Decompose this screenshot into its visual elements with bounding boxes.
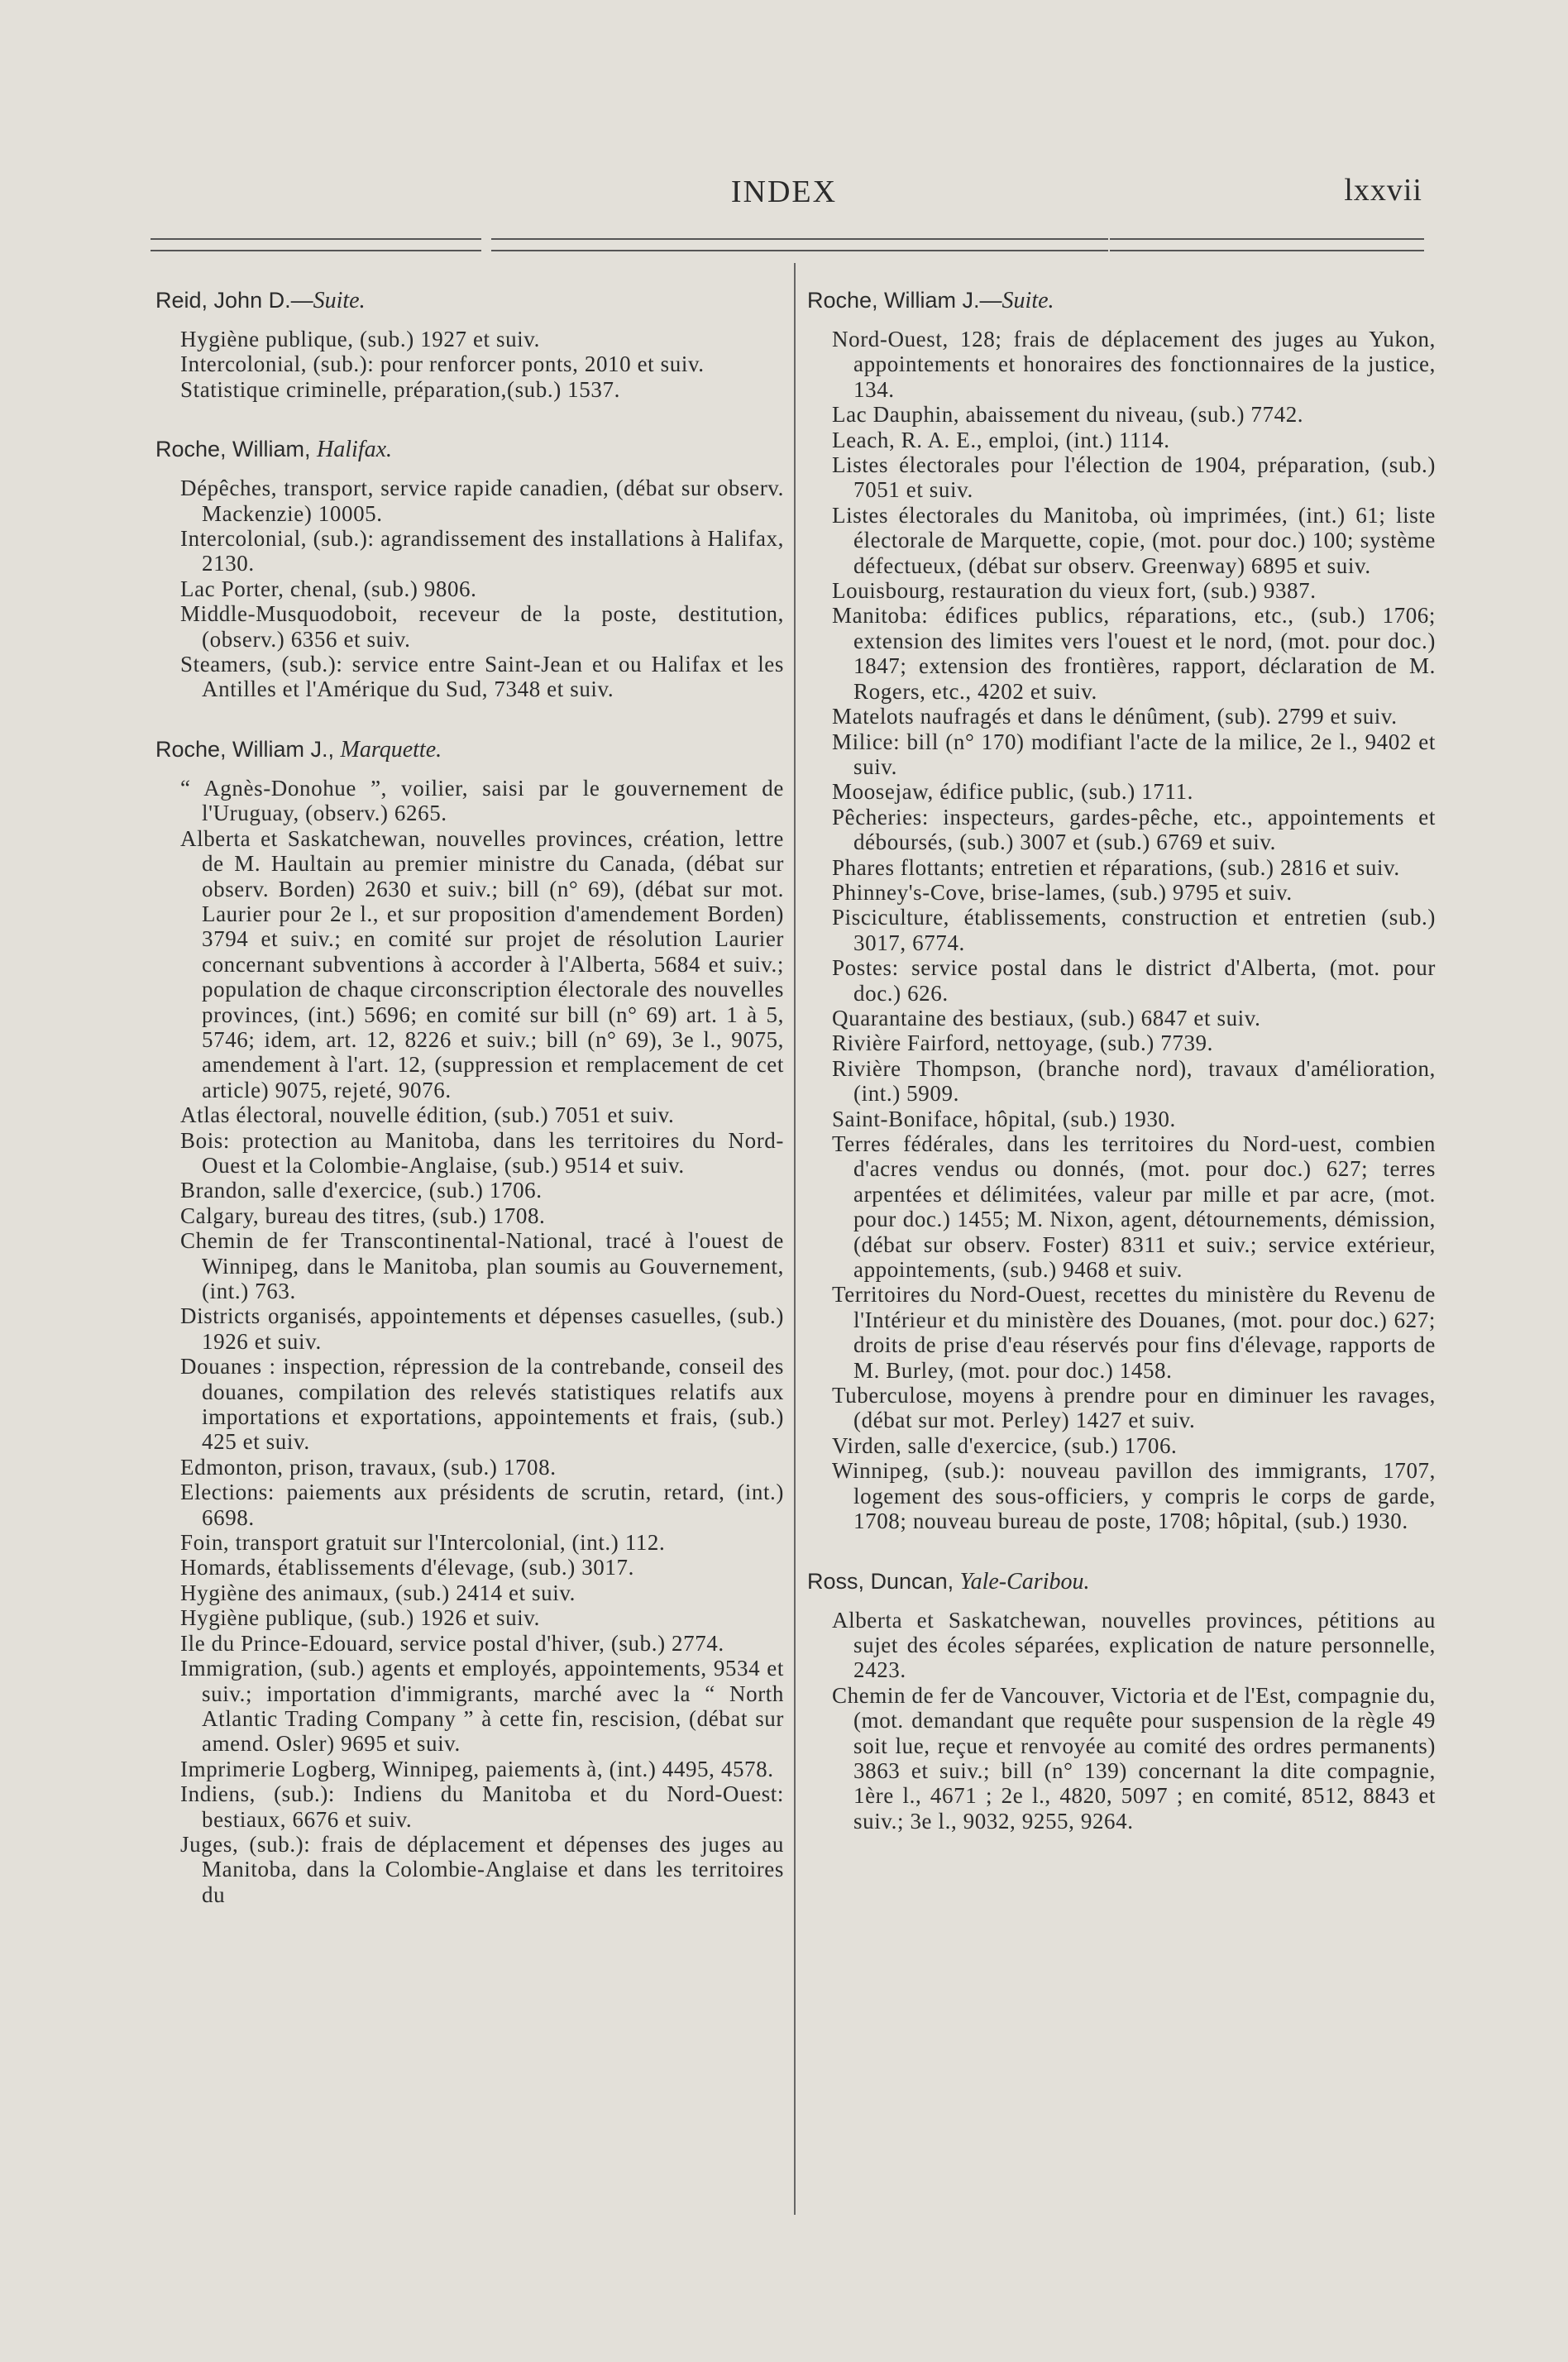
- index-entry: Lac Dauphin, abaissement du niveau, (sub.) 7742.: [832, 402, 1304, 428]
- index-entry: Saint-Boniface, hôpital, (sub.) 1930.: [832, 1106, 1176, 1131]
- index-entry: Foin, transport gratuit sur l'Intercolonial, (int.) 112.: [180, 1530, 666, 1556]
- index-entry: Phinney's-Cove, brise-lames, (sub.) 9795 et suiv.: [832, 879, 1293, 905]
- index-entry: Statistique criminelle, préparation,(sub.) 1537.: [180, 376, 620, 402]
- index-entry: Manitoba: édifices publics, réparations, etc., (sub.) 1706; extension des limites vers l'ouest et le nord, (mot. pour doc.) 1847; extension des frontières, rapport, déclaration de M. Rogers, etc., 4202 et suiv.: [832, 603, 1436, 704]
- index-entry: Matelots naufragés et dans le dénûment, (sub). 2799 et suiv.: [832, 704, 1398, 729]
- index-entry: Steamers, (sub.): service entre Saint-Jean et ou Halifax et les Antilles et l'Amérique du Sud, 7348 et suiv.: [180, 652, 784, 702]
- index-entry: Chemin de fer Transcontinental-National, tracé à l'ouest de Winnipeg, dans le Manitoba, plan soumis au Gouvernement, (int.) 763.: [180, 1228, 784, 1303]
- riding-or-suite: Halifax.: [317, 437, 393, 463]
- header-rule-right: [1110, 238, 1424, 251]
- index-block: [807, 1567, 1436, 1834]
- index-entry: Intercolonial, (sub.): agrandissement des installations à Halifax, 2130.: [180, 526, 784, 576]
- index-entry: Chemin de fer de Vancouver, Victoria et de l'Est, compagnie du, (mot. demandant que requête pour suspension de la règle 49 soit lue, reçue et renvoyée au comité des ordres permanents) 3863 et suiv.; bill (n° 139) concernant la dite compagnie, 1ère l., 4671 ; 2e l., 4820, 5097 ; en comité, 8512, 8843 et suiv.; 3e l., 9032, 9255, 9264.: [832, 1682, 1436, 1834]
- index-entry: Winnipeg, (sub.): nouveau pavillon des immigrants, 1707, logement des sous-officiers, y compris le corps de garde, 1708; nouveau bureau de poste, 1708; hôpital, (sub.) 1930.: [832, 1458, 1436, 1534]
- index-entry: Edmonton, prison, travaux, (sub.) 1708.: [180, 1454, 557, 1480]
- person-name: Ross, Duncan,: [807, 1568, 960, 1594]
- index-entry: Immigration, (sub.) agents et employés, appointements, 9534 et suiv.; importation d'immigrants, marché avec la “ North Atlantic Trading Company ” à cette fin, rescision, (débat sur amend. Osler) 9695 et suiv.: [180, 1656, 784, 1757]
- index-entry: Douanes : inspection, répression de la contrebande, conseil des douanes, compilation des relevés statistiques relatifs aux importations et exportations, appointements et frais, (sub.) 425 et suiv.: [180, 1354, 784, 1455]
- index-entry: Ile du Prince-Edouard, service postal d'hiver, (sub.) 2774.: [180, 1630, 724, 1656]
- person-name: Roche, William J.—: [807, 288, 1002, 313]
- index-entry: Atlas électoral, nouvelle édition, (sub.) 7051 et suiv.: [180, 1102, 675, 1128]
- index-heading: [807, 1567, 1436, 1596]
- page-title: INDEX: [730, 175, 838, 209]
- index-heading: [155, 286, 784, 315]
- index-entry: Virden, salle d'exercice, (sub.) 1706.: [832, 1432, 1178, 1458]
- index-entry: Terres fédérales, dans les territoires du Nord-uest, combien d'acres vendus ou donnés, (mot. pour doc.) 627; terres arpentées et délimitées, valeur par mille et par acre, (mot. pour doc.) 1455; M. Nixon, agent, détournements, démission, (débat sur observ. Foster) 8311 et suiv.; service extérieur, appointements, (sub.) 9468 et suiv.: [832, 1131, 1436, 1283]
- index-block: [155, 435, 784, 702]
- left-column: [155, 286, 784, 1929]
- index-entry: Rivière Thompson, (branche nord), travaux d'amélioration, (int.) 5909.: [832, 1055, 1436, 1107]
- header-rule-left: [151, 238, 481, 251]
- index-entry: Hygiène publique, (sub.) 1927 et suiv.: [180, 327, 540, 351]
- index-entry: “ Agnès-Donohue ”, voilier, saisi par le gouvernement de l'Uruguay, (observ.) 6265.: [180, 775, 784, 826]
- index-entry: Postes: service postal dans le district d'Alberta, (mot. pour doc.) 626.: [832, 955, 1436, 1006]
- index-entry: Imprimerie Logberg, Winnipeg, paiements à, (int.) 4495, 4578.: [180, 1756, 774, 1781]
- index-heading: [155, 735, 784, 764]
- index-entry: Indiens, (sub.): Indiens du Manitoba et du Nord-Ouest: bestiaux, 6676 et suiv.: [180, 1781, 784, 1832]
- column-divider: [794, 263, 796, 2215]
- index-entry: Hygiène publique, (sub.) 1926 et suiv.: [180, 1605, 540, 1631]
- index-entry: Territoires du Nord-Ouest, recettes du ministère du Revenu de l'Intérieur et du ministère des Douanes, (mot. pour doc.) 627; droits de prise d'eau réservés pour fins d'élevage, rapports de M. Burley, (mot. pour doc.) 1458.: [832, 1282, 1436, 1383]
- person-name: Reid, John D.—: [155, 288, 313, 313]
- index-entry: Louisbourg, restauration du vieux fort, (sub.) 9387.: [832, 578, 1317, 604]
- index-entry: Listes électorales du Manitoba, où imprimées, (int.) 61; liste électorale de Marquette, copie, (mot. pour doc.) 100; système défectueux, (débat sur observ. Greenway) 6895 et suiv.: [832, 502, 1436, 578]
- index-entry: Homards, établissements d'élevage, (sub.) 3017.: [180, 1555, 634, 1580]
- index-entry: Milice: bill (n° 170) modifiant l'acte de la milice, 2e l., 9402 et suiv.: [832, 729, 1436, 779]
- index-entry: Juges, (sub.): frais de déplacement et dépenses des juges au Manitoba, dans la Colombie-Anglaise et dans les territoires du: [180, 1831, 784, 1907]
- riding-or-suite: Yale-Caribou.: [959, 1568, 1090, 1595]
- index-entry: Listes électorales pour l'élection de 1904, préparation, (sub.) 7051 et suiv.: [832, 452, 1436, 503]
- index-entry: Brandon, salle d'exercice, (sub.) 1706.: [180, 1178, 543, 1203]
- riding-or-suite: Suite.: [1002, 288, 1054, 313]
- index-entry: Calgary, bureau des titres, (sub.) 1708.: [180, 1203, 546, 1228]
- riding-or-suite: Marquette.: [340, 736, 442, 763]
- riding-or-suite: Suite.: [313, 288, 366, 313]
- person-name: Roche, William,: [155, 437, 318, 462]
- index-entry: Nord-Ouest, 128; frais de déplacement des juges au Yukon, appointements et honoraires des fonctionnaires de la justice, 134.: [832, 327, 1436, 402]
- index-entry: Middle-Musquodoboit, receveur de la poste, destitution, (observ.) 6356 et suiv.: [180, 601, 784, 652]
- index-entry: Intercolonial, (sub.): pour renforcer ponts, 2010 et suiv.: [180, 351, 705, 377]
- index-entry: Pêcheries: inspecteurs, gardes-pêche, etc., appointements et déboursés, (sub.) 3007 et (sub.) 6769 et suiv.: [832, 804, 1436, 855]
- header-rule-center: [491, 238, 1108, 251]
- index-entry: Alberta et Saskatchewan, nouvelles provinces, création, lettre de M. Haultain au premier ministre du Canada, (débat sur observ. Borden) 2630 et suiv.; bill (n° 69), (débat sur mot. Laurier pour 2e l., et sur proposition d'amendement Borden) 3794 et suiv.; en comité sur projet de résolution Laurier concernant subventions à accorder à l'Alberta, 5684 et suiv.; population de chaque circonscription électorale des nouvelles provinces, (int.) 5696; en comité sur bill (n° 69) art. 1 à 5, 5746; idem, art. 12, 8226 et suiv.; bill (n° 69), 3e l., 9075, amendement à l'art. 12, (suppression et remplacement de cet article) 9075, rejeté, 9076.: [180, 825, 784, 1102]
- index-entry: Hygiène des animaux, (sub.) 2414 et suiv.: [180, 1580, 576, 1605]
- right-column: [807, 286, 1436, 1855]
- index-entry: Elections: paiements aux présidents de scrutin, retard, (int.) 6698.: [180, 1480, 784, 1530]
- index-entry: Moosejaw, édifice public, (sub.) 1711.: [832, 779, 1193, 805]
- index-entry: Pisciculture, établissements, construction et entretien (sub.) 3017, 6774.: [832, 905, 1436, 955]
- person-name: Roche, William J.,: [155, 736, 341, 762]
- index-entry: Leach, R. A. E., emploi, (int.) 1114.: [832, 427, 1170, 452]
- index-block: [155, 735, 784, 1907]
- index-entry: Alberta et Saskatchewan, nouvelles provinces, pétitions au sujet des écoles séparées, explication de nature personnelle, 2423.: [832, 1607, 1436, 1683]
- index-block: [807, 286, 1436, 1534]
- index-entry: Lac Porter, chenal, (sub.) 9806.: [180, 576, 477, 601]
- index-entry: Tuberculose, moyens à prendre pour en diminuer les ravages, (débat sur mot. Perley) 1427 et suiv.: [832, 1383, 1436, 1433]
- index-entry: Quarantaine des bestiaux, (sub.) 6847 et suiv.: [832, 1005, 1261, 1030]
- page-number: lxxvii: [1344, 173, 1422, 208]
- index-entry: Phares flottants; entretien et réparations, (sub.) 2816 et suiv.: [832, 854, 1400, 880]
- index-block: [155, 286, 784, 402]
- index-heading: [155, 435, 784, 464]
- index-heading: [807, 286, 1436, 315]
- index-entry: Bois: protection au Manitoba, dans les territoires du Nord-Ouest et la Colombie-Anglaise, (sub.) 9514 et suiv.: [180, 1127, 784, 1178]
- index-entry: Districts organisés, appointements et dépenses casuelles, (sub.) 1926 et suiv.: [180, 1303, 784, 1354]
- index-entry: Dépêches, transport, service rapide canadien, (débat sur observ. Mackenzie) 10005.: [180, 476, 784, 526]
- index-entry: Rivière Fairford, nettoyage, (sub.) 7739.: [832, 1030, 1213, 1056]
